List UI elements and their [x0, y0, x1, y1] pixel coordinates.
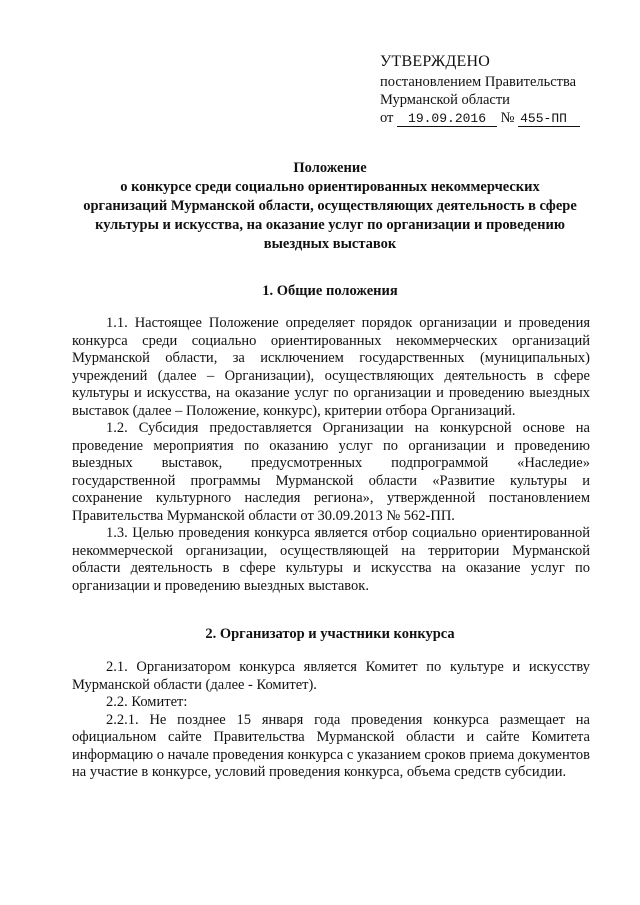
- approval-date: 19.09.2016: [397, 111, 497, 127]
- from-label: от: [380, 110, 394, 126]
- title-line-4: культуры и искусства, на оказание услуг по организации и проведению: [95, 217, 565, 233]
- paragraph-1-3: 1.3. Целью проведения конкурса является отбор социально ориентированной некоммерческой организации, осуществляющей на территории Мурманской области деятельность в сфере культуры и искусства на оказание услуг по организации и проведению выездных выставок.: [72, 525, 590, 594]
- paragraph-2-2-1: 2.2.1. Не позднее 15 января года проведения конкурса размещает на официальном сайте Правительства Мурманской области и сайте Комитета информацию о начале проведения конкурса с указанием сроков приема документов на участие в конкурсе, условий проведения конкурса, объема средств субсидии.: [72, 711, 590, 780]
- section-heading-1: 1. Общие положения: [262, 283, 398, 299]
- title-line-5: выездных выставок: [263, 236, 397, 252]
- title-line-3: организаций Мурманской области, осуществляющих деятельность в сфере: [83, 198, 577, 214]
- approval-number: 455-ПП: [518, 111, 580, 127]
- section-1-body: [72, 315, 590, 595]
- title-line-2: о конкурсе среди социально ориентированных некоммерческих: [120, 179, 540, 195]
- approval-title: УТВЕРЖДЕНО: [380, 53, 491, 70]
- paragraph-1-2: 1.2. Субсидия предоставляется Организации на конкурсной основе на проведение мероприятия по оказанию услуг по организации и проведению выездных выставок, предусмотренных подпрограммой «Наследие» государственной программы Мурманской области «Развитие культуры и сохранение культурного наследия региона», утвержденной постановлением Правительства Мурманской области от 30.09.2013 № 562-ПП.: [72, 420, 590, 524]
- approval-date-line: [380, 109, 620, 127]
- document-title: [60, 159, 600, 254]
- section-heading-2: 2. Организатор и участники конкурса: [205, 626, 455, 642]
- approval-stamp: [380, 53, 620, 127]
- paragraph-1-1: 1.1. Настоящее Положение определяет порядок организации и проведения конкурса среди социально ориентированных некоммерческих организаций Мурманской области, за исключением государственных (муниципальных) учреждений (далее – Организации), осуществляющих деятельность в сфере культуры и искусства, на оказание услуг по организации и проведению выездных выставок (далее – Положение, конкурс), критерии отбора Организаций.: [72, 315, 590, 419]
- section-2-body: [72, 659, 590, 782]
- approval-line-2: Мурманской области: [380, 92, 510, 108]
- paragraph-2-2: 2.2. Комитет:: [106, 694, 188, 710]
- approval-line-1: постановлением Правительства: [380, 74, 577, 90]
- paragraph-2-1: 2.1. Организатором конкурса является Комитет по культуре и искусству Мурманской области (далее - Комитет).: [72, 659, 590, 693]
- title-line-1: Положение: [293, 160, 367, 176]
- number-label: №: [500, 110, 515, 126]
